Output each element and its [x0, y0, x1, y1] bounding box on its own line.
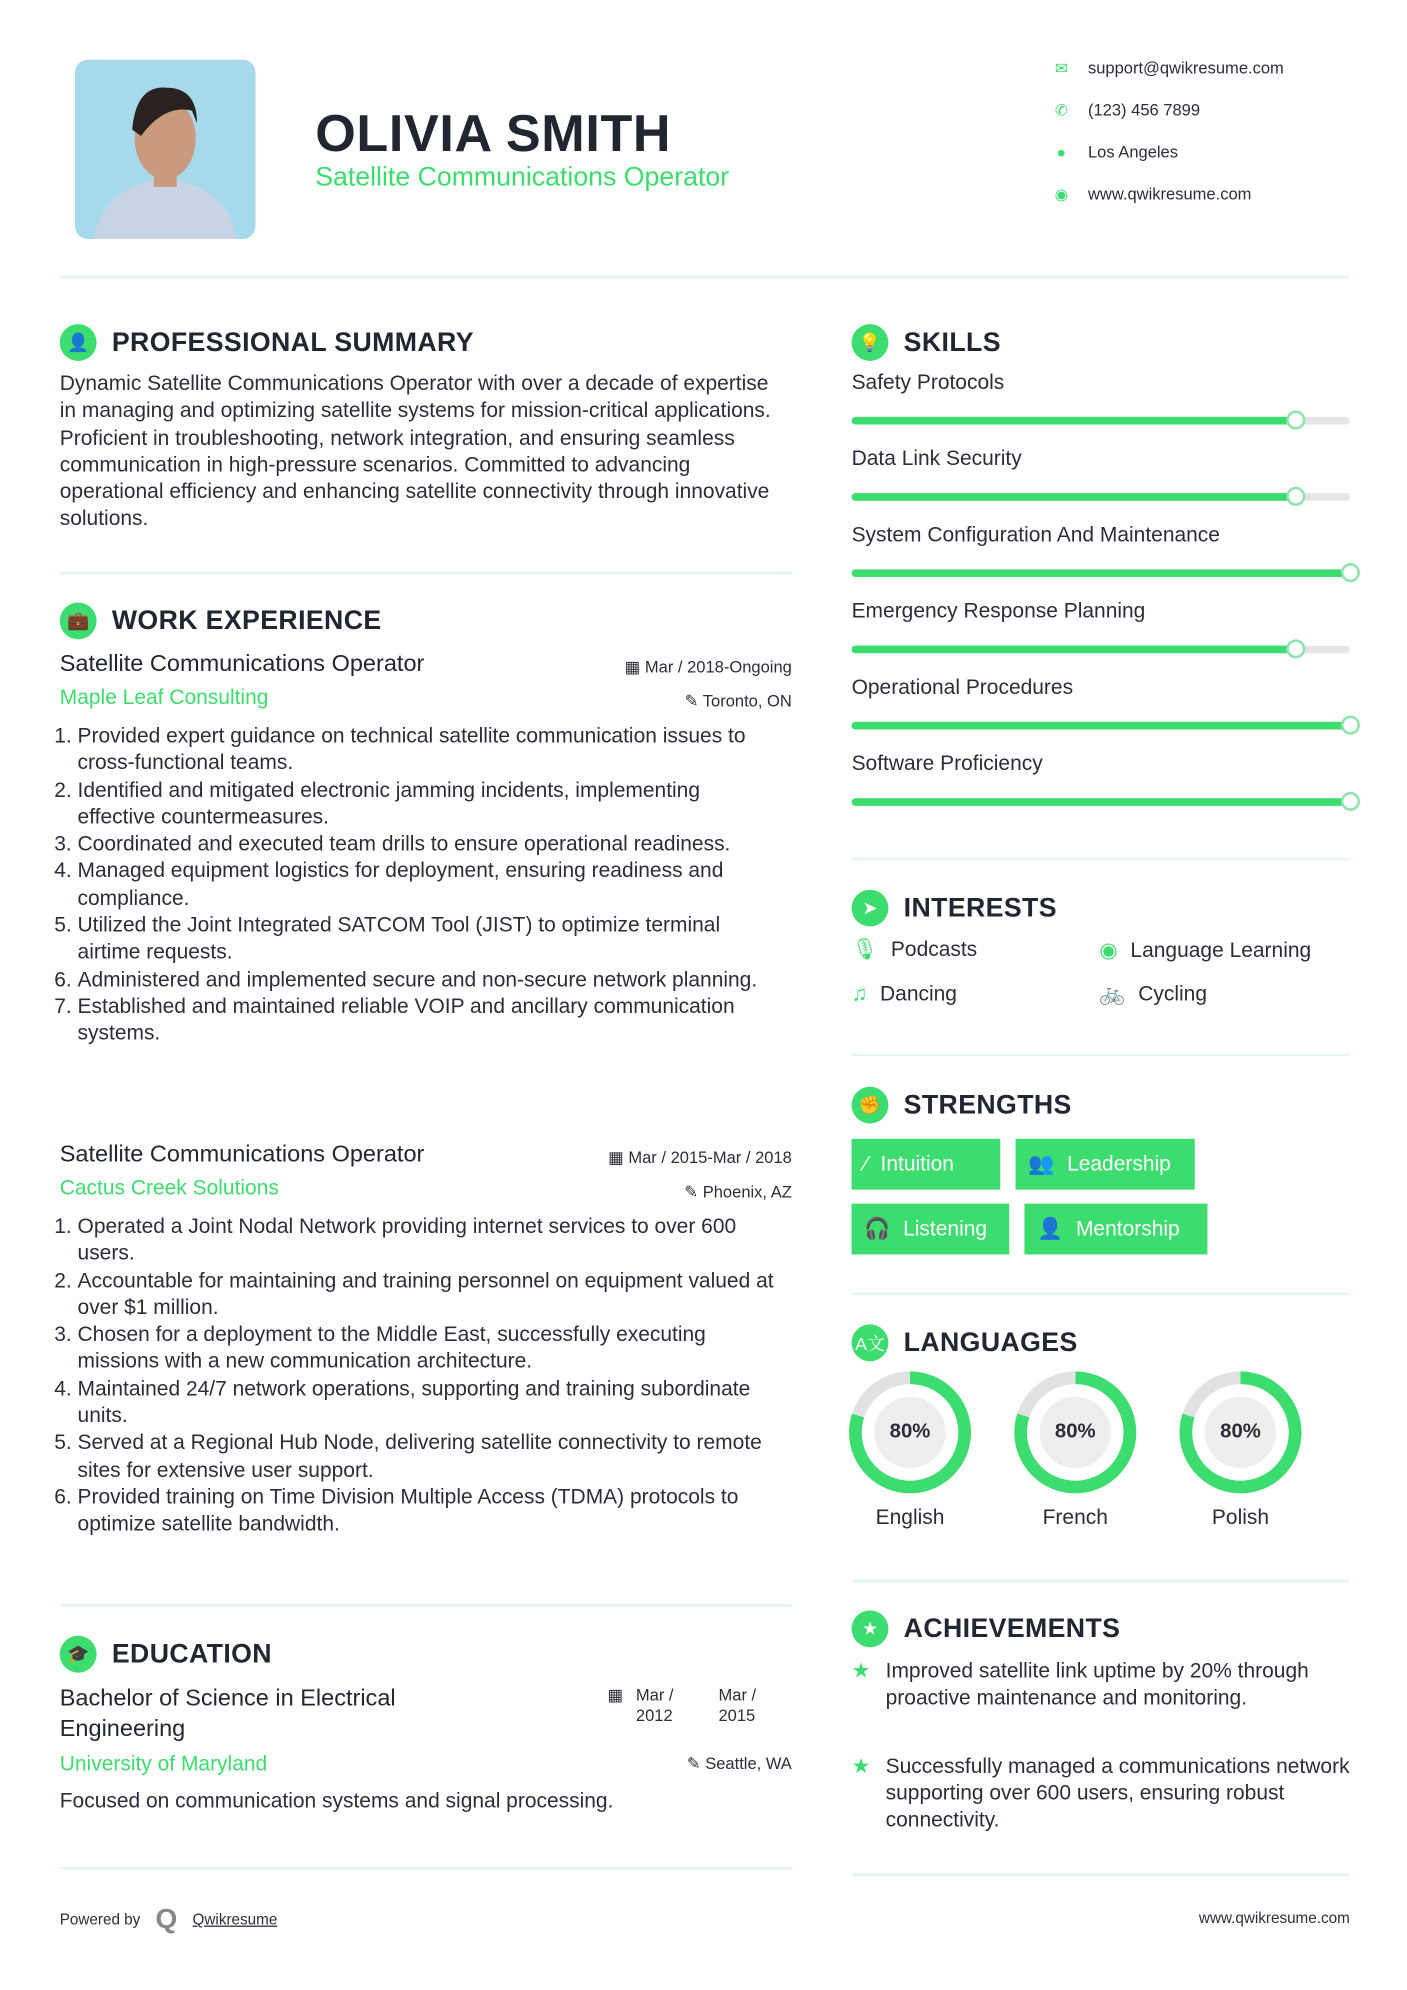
duty-item: 3. Chosen for a deployment to the Middle East, successfully executing missions with a new communication architecture.: [78, 1322, 791, 1376]
divider: [852, 858, 1350, 861]
headphones-icon: 🎧: [864, 1216, 891, 1240]
education-location: ✎ Seattle, WA: [686, 1753, 792, 1774]
profile-photo: [75, 60, 255, 239]
language-ring: [849, 1371, 971, 1493]
divider: [852, 1054, 1350, 1057]
section-title: WORK EXPERIENCE: [111, 605, 382, 635]
language-ring: [1014, 1371, 1136, 1493]
skill-bar: [852, 417, 1350, 425]
language-item: [1014, 1371, 1141, 1530]
skills-heading: [852, 324, 1001, 361]
skill-label: Data Link Security: [851, 447, 1022, 471]
job-title: Satellite Communications Operator: [59, 649, 425, 677]
language-name: English: [875, 1506, 945, 1530]
skill-item: [852, 676, 1350, 729]
language-item: [849, 1371, 976, 1530]
job-duties: [60, 723, 778, 1048]
contact-text: support@qwikresume.com: [1087, 58, 1284, 78]
contact-location: [1052, 142, 1178, 161]
strength-tag: [852, 1204, 1010, 1255]
date-text: Mar / 2018-Ongoing: [644, 657, 792, 677]
location-text: Toronto, ON: [702, 691, 792, 711]
divider: [60, 276, 1350, 279]
skill-handle: [1286, 487, 1305, 506]
skill-bar: [852, 798, 1350, 806]
skill-handle: [1341, 792, 1360, 811]
job-date: ▦ Mar / 2015-Mar / 2018: [608, 1147, 792, 1167]
contact-email[interactable]: [1052, 58, 1283, 77]
contact-website[interactable]: [1052, 184, 1251, 203]
degree-title: Bachelor of Science in Electrical Engineering: [59, 1684, 396, 1742]
interest-label: Dancing: [880, 982, 957, 1006]
interests-heading: [852, 890, 1057, 927]
duty-item: 1. Provided expert guidance on technical satellite communication issues to cross-functional teams.: [78, 723, 778, 777]
interest-label: Cycling: [1138, 982, 1208, 1006]
language-name: French: [1042, 1506, 1108, 1530]
skill-label: Software Proficiency: [851, 752, 1043, 776]
skill-handle: [1286, 411, 1305, 430]
job-location: ✎ Phoenix, AZ: [684, 1182, 792, 1202]
date-start: Mar / 2012: [635, 1685, 674, 1725]
school-name: University of Maryland: [59, 1752, 268, 1776]
contact-text: www.qwikresume.com: [1087, 184, 1252, 204]
languages-heading: [852, 1324, 1078, 1361]
language-ring: [1179, 1371, 1301, 1493]
globe-icon: ◉: [1099, 939, 1118, 963]
job-duties: [60, 1214, 791, 1539]
candidate-name: OLIVIA SMITH: [315, 104, 672, 163]
job-date: ▦ Mar / 2018-Ongoing: [624, 657, 792, 677]
divider: [60, 1867, 792, 1870]
divider: [60, 572, 792, 575]
duty-item: 6. Administered and implemented secure and non-secure network planning.: [78, 967, 778, 994]
section-title: STRENGTHS: [903, 1089, 1072, 1120]
date-end: Mar / 2015: [718, 1685, 757, 1725]
skill-item: [852, 447, 1350, 500]
divider: [852, 1580, 1350, 1583]
bicycle-icon: 🚲: [1099, 982, 1126, 1006]
education-date: [608, 1685, 770, 1726]
lightbulb-icon: 💡: [852, 324, 889, 361]
interest-label: Podcasts: [890, 937, 978, 961]
strengths-heading: [852, 1087, 1072, 1124]
skill-bar: [852, 493, 1350, 501]
skill-bar: [852, 569, 1350, 577]
duty-item: 6. Provided training on Time Division Multiple Access (TDMA) protocols to optimize satellite bandwidth.: [78, 1484, 791, 1538]
language-name: Polish: [1211, 1506, 1270, 1530]
job-title: Satellite Communications Operator: [59, 1140, 425, 1167]
skill-bar-fill: [852, 417, 1295, 425]
skill-bar-fill: [852, 569, 1350, 577]
divider: [852, 1873, 1350, 1876]
star-icon: ★: [851, 1659, 871, 1683]
divider: [852, 1293, 1350, 1296]
graduation-icon: 🎓: [60, 1636, 97, 1673]
contact-text: Los Angeles: [1087, 142, 1179, 162]
contact-phone[interactable]: [1052, 100, 1200, 119]
section-title: LANGUAGES: [903, 1327, 1078, 1357]
briefcase-icon: 💼: [60, 602, 97, 639]
brand-link[interactable]: Qwikresume: [192, 1910, 278, 1929]
interest-label: Language Learning: [1130, 938, 1312, 962]
skill-bar-fill: [852, 646, 1295, 654]
footer-url[interactable]: www.qwikresume.com: [1198, 1909, 1350, 1927]
users-icon: 👥: [1028, 1152, 1055, 1176]
music-icon: ♫: [851, 982, 868, 1006]
powered-by-text: Powered by: [59, 1910, 141, 1929]
job-entry: [60, 649, 792, 1048]
skill-label: Safety Protocols: [851, 371, 1005, 395]
achievement-item: [852, 1754, 1350, 1834]
strength-label: Mentorship: [1075, 1216, 1180, 1240]
interest-item: [1099, 938, 1311, 963]
company-name: Maple Leaf Consulting: [59, 686, 269, 710]
skill-bar: [852, 722, 1350, 730]
skill-bar: [852, 646, 1350, 654]
fist-icon: ✊: [852, 1087, 889, 1124]
phone-icon: ✆: [1054, 101, 1068, 119]
user-plus-icon: 👤: [1037, 1216, 1064, 1240]
strength-label: Intuition: [880, 1152, 954, 1176]
location-text: Seattle, WA: [705, 1753, 792, 1774]
language-icon: A文: [852, 1324, 889, 1361]
duty-item: 5. Utilized the Joint Integrated SATCOM Tool (JIST) to optimize terminal airtime requests.: [78, 913, 778, 967]
language-percent: 80%: [874, 1397, 945, 1468]
section-title: ACHIEVEMENTS: [903, 1613, 1121, 1643]
user-icon: 👤: [60, 324, 97, 361]
divider: [60, 1604, 792, 1607]
duty-item: 1. Operated a Joint Nodal Network providing internet services to over 600 users.: [78, 1214, 791, 1268]
interest-item: [1099, 982, 1207, 1006]
date-text: Mar / 2015-Mar / 2018: [628, 1147, 792, 1167]
duty-item: 3. Coordinated and executed team drills to ensure operational readiness.: [78, 831, 778, 858]
summary-text: Dynamic Satellite Communications Operator with over a decade of expertise in managing and optimizing satellite systems for mission-critical applications. Proficient in troubleshooting, network integration, and ensuring seamless communication in high-pressure scenarios. Committed to advancing operational efficiency and enhancing satellite connectivity through innovative solutions.: [59, 372, 771, 531]
language-item: [1179, 1371, 1306, 1530]
star-icon: ★: [851, 1755, 871, 1779]
language-percent: 80%: [1205, 1397, 1276, 1468]
job-location: ✎ Toronto, ON: [684, 691, 792, 711]
summary-heading: [60, 324, 474, 361]
education-heading: [60, 1636, 272, 1673]
interest-item: [852, 982, 957, 1006]
globe-icon: ◉: [1054, 184, 1068, 203]
section-title: PROFESSIONAL SUMMARY: [111, 327, 474, 357]
duty-item: 4. Maintained 24/7 network operations, supporting and training subordinate units.: [78, 1376, 791, 1430]
section-title: INTERESTS: [903, 892, 1057, 923]
strength-label: Leadership: [1067, 1152, 1171, 1176]
duty-item: 4. Managed equipment logistics for deployment, ensuring readiness and compliance.: [78, 859, 778, 913]
achievement-text: Improved satellite link uptime by 20% through proactive maintenance and monitoring.: [885, 1659, 1309, 1710]
duty-item: 5. Served at a Regional Hub Node, delivering satellite connectivity to remote sites for extensive user support.: [78, 1430, 791, 1484]
achievement-text: Successfully managed a communications network supporting over 600 users, ensuring robust connectivity.: [885, 1755, 1350, 1832]
envelope-icon: ✉: [1054, 59, 1068, 77]
duty-item: 2. Identified and mitigated electronic jamming incidents, implementing effective countermeasures.: [78, 777, 778, 831]
skill-handle: [1341, 716, 1360, 735]
strength-tag: [852, 1139, 1001, 1190]
footer-powered: [60, 1903, 278, 1936]
skill-bar-fill: [852, 798, 1350, 806]
skill-label: Operational Procedures: [851, 676, 1074, 700]
duty-item: 7. Established and maintained reliable VOIP and ancillary communication systems.: [78, 994, 778, 1048]
microphone-icon: 🎙: [851, 937, 879, 961]
interest-item: [852, 938, 978, 962]
achievements-heading: [852, 1610, 1121, 1647]
skill-label: System Configuration And Maintenance: [851, 523, 1220, 547]
section-title: SKILLS: [903, 327, 1001, 357]
contact-text: (123) 456 7899: [1087, 100, 1201, 120]
work-heading: [60, 602, 382, 639]
paper-plane-icon: ➤: [852, 890, 889, 927]
job-entry: [60, 1140, 792, 1539]
achievement-item: [852, 1659, 1350, 1712]
magic-wand-icon: ⁄: [864, 1152, 868, 1176]
strength-label: Listening: [903, 1216, 988, 1240]
strength-tag: [1016, 1139, 1195, 1190]
skill-item: [852, 752, 1350, 805]
skill-bar-fill: [852, 722, 1350, 730]
star-icon: ★: [852, 1610, 889, 1647]
company-name: Cactus Creek Solutions: [59, 1176, 279, 1200]
location-text: Phoenix, AZ: [702, 1182, 792, 1202]
duty-item: 2. Accountable for maintaining and training personnel on equipment valued at over $1 million.: [78, 1268, 791, 1322]
skill-handle: [1286, 639, 1305, 658]
skill-handle: [1341, 563, 1360, 582]
education-text: Focused on communication systems and signal processing.: [59, 1789, 614, 1813]
skill-item: [852, 524, 1350, 577]
section-title: EDUCATION: [111, 1638, 272, 1669]
skill-bar-fill: [852, 493, 1295, 501]
language-percent: 80%: [1040, 1397, 1111, 1468]
qwikresume-logo-icon: Q: [155, 1902, 178, 1935]
map-pin-icon: ●: [1056, 142, 1066, 161]
skill-item: [852, 371, 1350, 424]
candidate-title: Satellite Communications Operator: [315, 162, 730, 192]
skill-label: Emergency Response Planning: [851, 599, 1146, 623]
strength-tag: [1024, 1204, 1207, 1255]
skill-item: [852, 600, 1350, 653]
calendar-icon: ▦: [607, 1685, 624, 1705]
